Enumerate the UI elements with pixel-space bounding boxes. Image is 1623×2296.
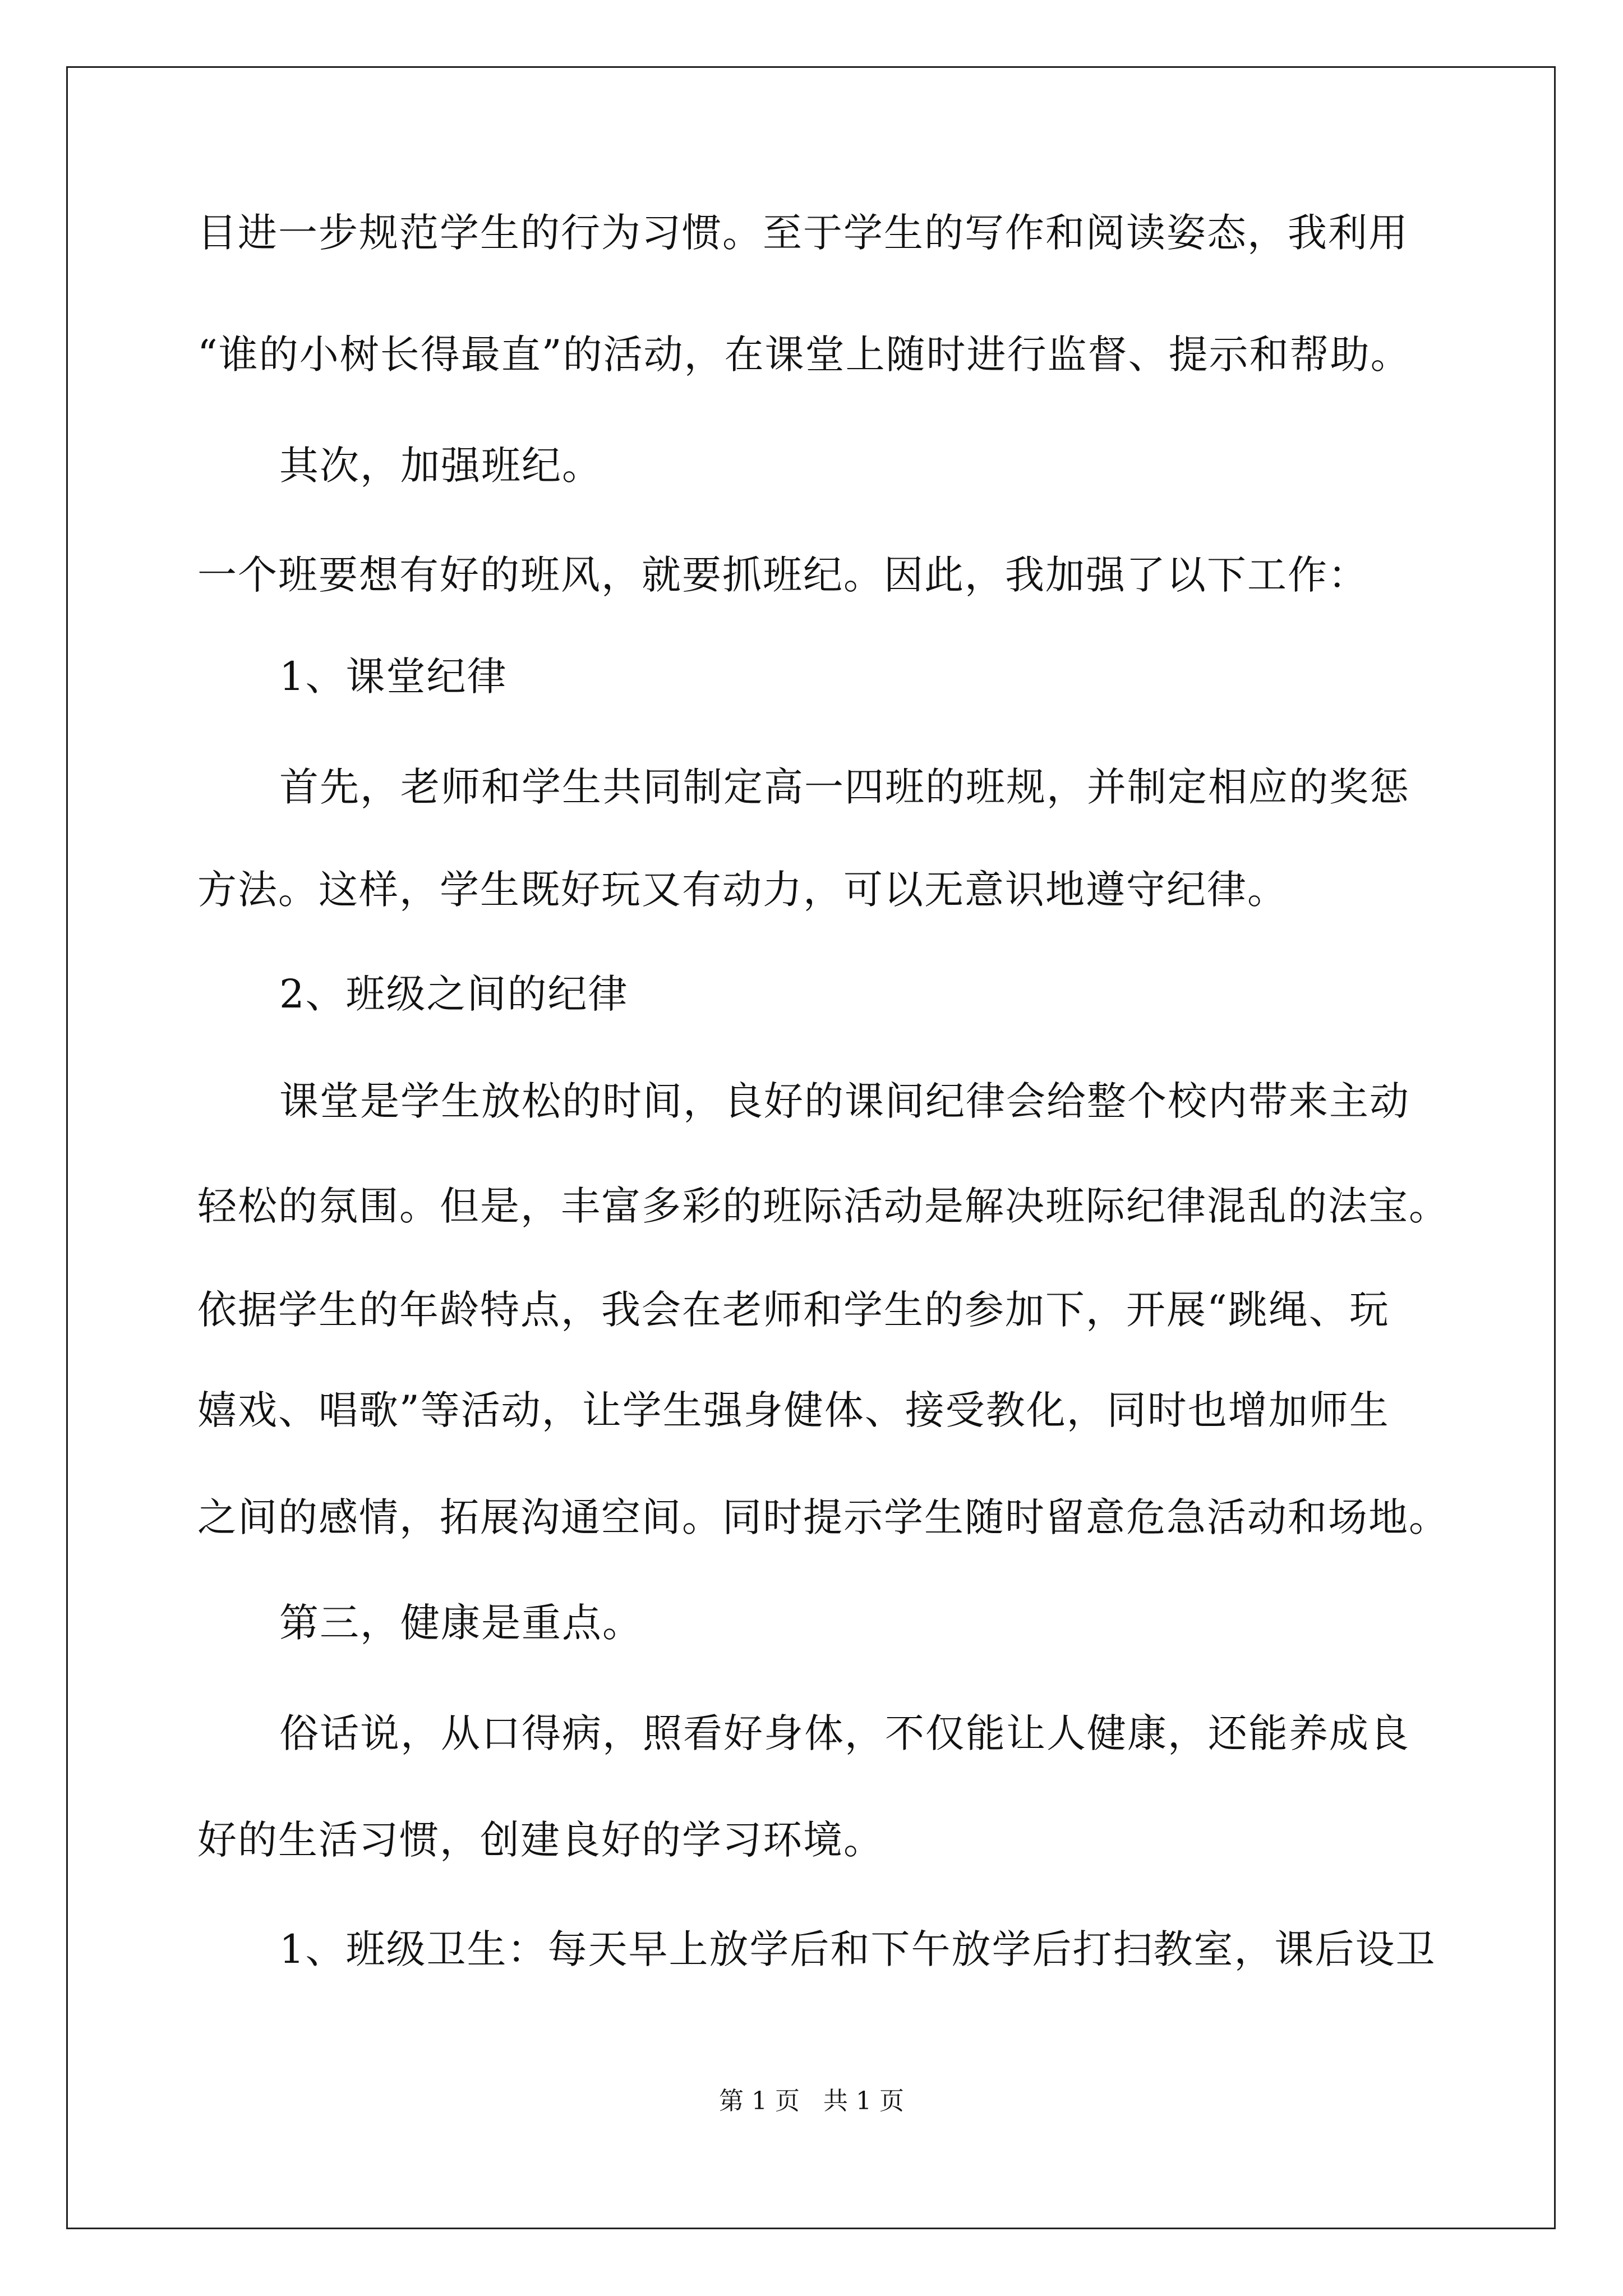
text-line-4: 一个班要想有好的班风，就要抓班纪。因此，我加强了以下工作： [197, 552, 1368, 598]
text-line-17: 1、班级卫生：每天早上放学后和下午放学后打扫教室，课后设卫 [279, 1926, 1436, 1972]
text-line-7: 方法。这样，学生既好玩又有动力，可以无意识地遵守纪律。 [197, 867, 1288, 913]
text-line-10: 轻松的氛围。但是，丰富多彩的班际活动是解决班际纪律混乱的法宝。 [197, 1183, 1449, 1229]
text-line-6: 首先，老师和学生共同制定高一四班的班规，并制定相应的奖惩 [279, 764, 1410, 810]
text-line-5: 1、课堂纪律 [279, 654, 508, 700]
text-line-8: 2、班级之间的纪律 [279, 971, 629, 1017]
page-number-footer: 第 1 页 共 1 页 [719, 2087, 904, 2115]
text-line-1: 目进一步规范学生的行为习惯。至于学生的写作和阅读姿态，我利用 [197, 210, 1409, 256]
text-line-11: 依据学生的年龄特点，我会在老师和学生的参加下，开展“跳绳、玩 [197, 1287, 1390, 1333]
page-border [66, 66, 1556, 2229]
text-line-3: 其次，加强班纪。 [279, 443, 602, 489]
text-line-14: 第三，健康是重点。 [279, 1600, 643, 1646]
text-line-16: 好的生活习惯，创建良好的学习环境。 [197, 1817, 884, 1863]
text-line-12: 嬉戏、唱歌”等活动，让学生强身健体、接受教化，同时也增加师生 [197, 1387, 1390, 1433]
text-line-13: 之间的感情，拓展沟通空间。同时提示学生随时留意危急活动和场地。 [197, 1494, 1449, 1540]
text-line-9: 课堂是学生放松的时间，良好的课间纪律会给整个校内带来主动 [279, 1078, 1410, 1124]
text-line-15: 俗话说，从口得病，照看好身体，不仅能让人健康，还能养成良 [279, 1710, 1410, 1756]
text-line-2: “谁的小树长得最直”的活动，在课堂上随时进行监督、提示和帮助。 [197, 332, 1411, 378]
